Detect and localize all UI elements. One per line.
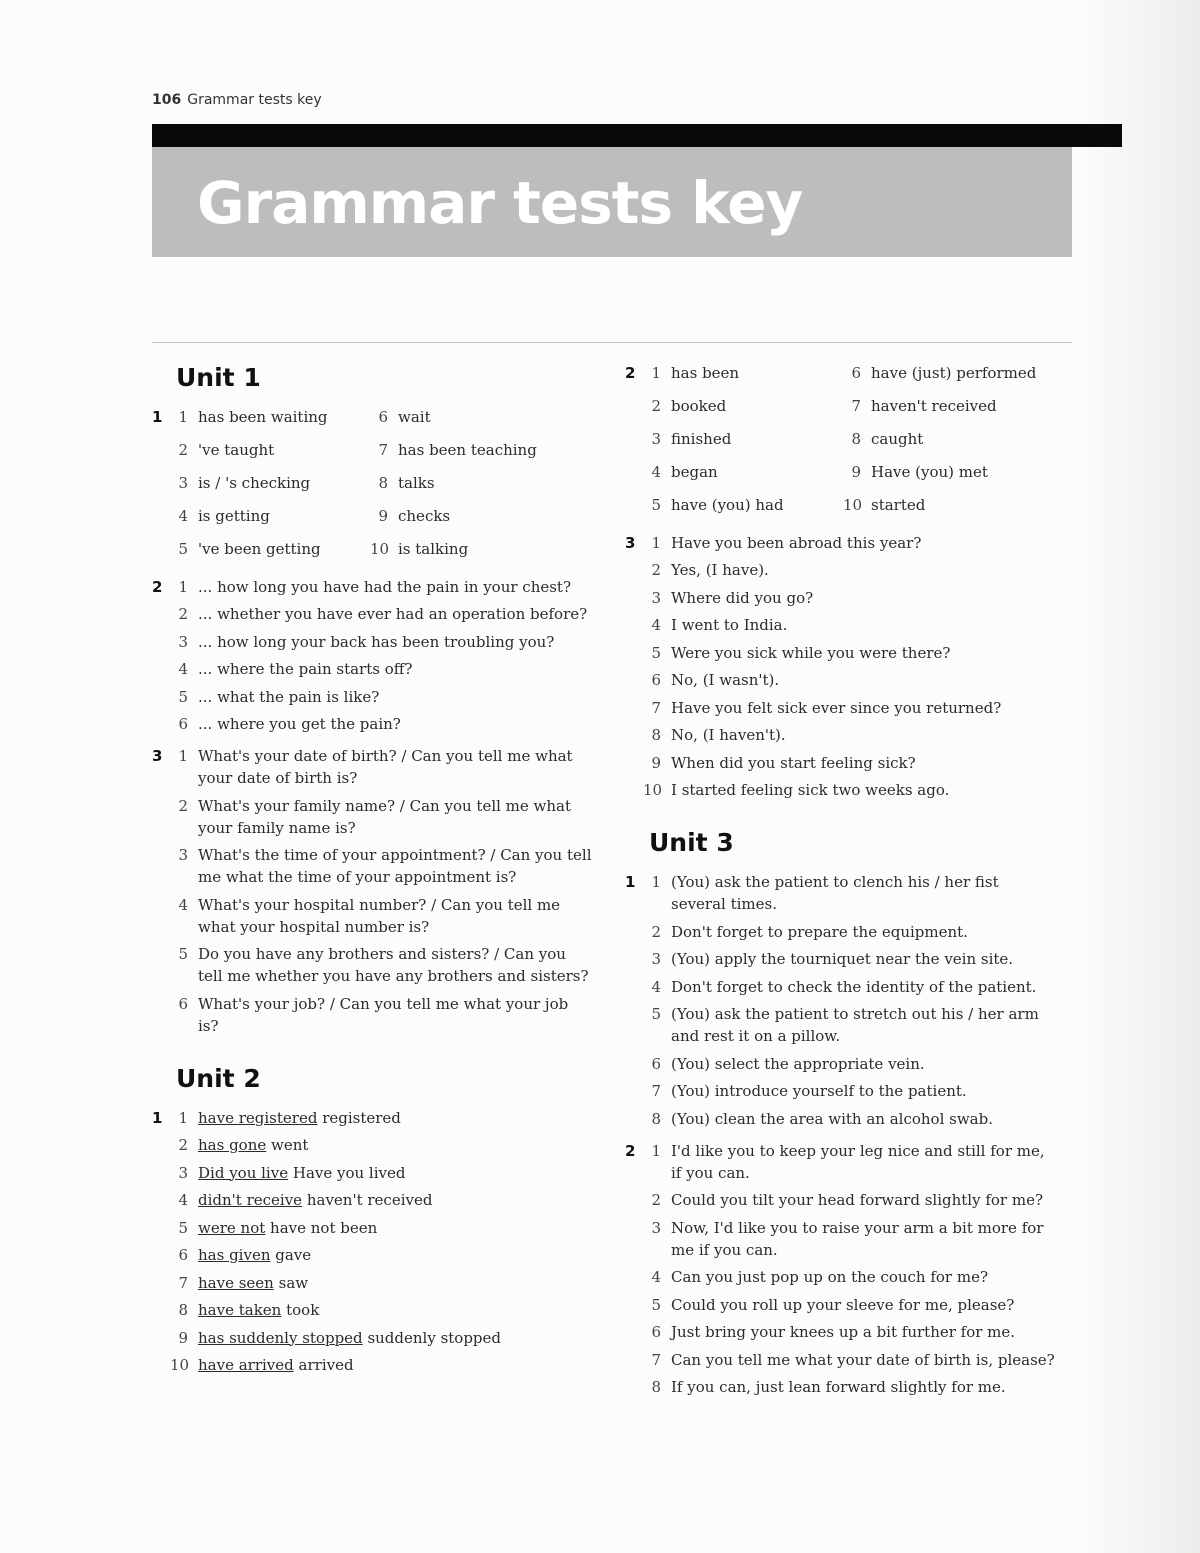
item-number: 9 — [178, 1328, 188, 1347]
unit-3-exercise-1 — [625, 871, 1055, 1130]
answer-item — [643, 532, 1055, 554]
item-text — [198, 1107, 592, 1129]
answer-item — [643, 1140, 1055, 1184]
item-number: 8 — [851, 430, 861, 448]
answer-item — [170, 1107, 592, 1129]
item-number: 2 — [178, 796, 188, 815]
title-band — [152, 147, 1072, 257]
answer-item — [643, 669, 1055, 691]
answer-item — [843, 395, 1043, 417]
answer-item — [170, 1134, 592, 1156]
running-header — [152, 92, 322, 108]
item-text: What's your family name? / Can you tell me what your family name is? — [198, 796, 572, 837]
item-text: I went to India. — [671, 616, 788, 634]
exercise-number: 1 — [152, 1108, 163, 1127]
item-number: 8 — [378, 474, 388, 492]
running-title: Grammar tests key — [187, 92, 322, 108]
answer-item — [843, 428, 1043, 450]
incorrect-form: have taken — [198, 1301, 282, 1319]
item-text: ... how long your back has been troubling you? — [198, 632, 555, 651]
item-text — [198, 1189, 592, 1211]
item-number: 5 — [651, 1005, 661, 1023]
item-number: 2 — [178, 605, 188, 623]
item-text: What's your job? / Can you tell me what your job is? — [198, 994, 569, 1035]
answer-item — [643, 1080, 1055, 1102]
right-column — [625, 362, 1055, 1408]
unit-2-exercise-2 — [625, 362, 1055, 522]
item-text: Were you sick while you were there? — [671, 643, 951, 662]
answer-item — [643, 1349, 1055, 1371]
answer-item — [170, 1299, 592, 1321]
answer-item — [170, 603, 592, 625]
answer-item — [170, 538, 370, 560]
item-text: wait — [398, 408, 431, 426]
item-text: (You) ask the patient to stretch out his / her arm and rest it on a pillow. — [671, 1005, 1039, 1045]
answer-item — [170, 1354, 592, 1376]
exercise-number: 1 — [625, 873, 636, 891]
item-text: caught — [871, 430, 924, 448]
item-number: 3 — [178, 846, 188, 864]
answer-item — [643, 1294, 1055, 1316]
item-text: Can you tell me what your date of birth is, please? — [671, 1350, 1055, 1369]
answer-item — [643, 697, 1055, 719]
item-number: 6 — [851, 364, 861, 382]
answer-item — [170, 686, 592, 708]
item-number: 3 — [651, 430, 661, 448]
correct-form: have not been — [270, 1218, 378, 1237]
item-text: ... where the pain starts off? — [198, 660, 413, 678]
item-text: 've been getting — [198, 540, 321, 558]
answer-grid — [643, 362, 1055, 522]
answer-item — [643, 1003, 1055, 1047]
correct-form: took — [286, 1301, 320, 1319]
incorrect-form: Did you live — [198, 1163, 289, 1182]
answer-item — [643, 1217, 1055, 1261]
correct-form: haven't received — [306, 1191, 433, 1209]
item-text: Don't forget to check the identity of the patient. — [671, 977, 1037, 996]
answer-list — [170, 1107, 592, 1377]
item-number: 5 — [178, 1218, 188, 1237]
item-number: 6 — [378, 408, 388, 426]
item-number: 4 — [651, 463, 661, 481]
answer-item — [170, 576, 592, 598]
item-number: 4 — [178, 660, 188, 678]
answer-item — [370, 505, 570, 527]
item-number: 5 — [178, 945, 188, 963]
answer-item — [170, 631, 592, 653]
item-number: 1 — [651, 364, 661, 382]
answer-item — [170, 1217, 592, 1239]
correct-form: Have you lived — [292, 1163, 406, 1182]
item-number: 10 — [170, 1356, 190, 1374]
answer-item — [370, 406, 570, 428]
answer-item — [643, 1266, 1055, 1288]
page-title: Grammar tests key — [197, 169, 803, 237]
item-number: 5 — [651, 1295, 661, 1314]
item-number: 4 — [178, 1191, 188, 1209]
item-text: is getting — [198, 507, 270, 525]
item-number: 7 — [851, 397, 861, 415]
item-text: ... where you get the pain? — [198, 715, 401, 733]
incorrect-form: have registered — [198, 1108, 318, 1127]
page-number: 106 — [152, 92, 182, 108]
item-number: 9 — [378, 507, 388, 525]
answer-item — [170, 658, 592, 680]
item-number: 5 — [178, 540, 188, 558]
correct-form: registered — [322, 1108, 401, 1127]
item-text: is talking — [398, 540, 469, 558]
item-text: has been waiting — [198, 408, 328, 426]
answer-item — [643, 395, 843, 417]
incorrect-form: didn't receive — [198, 1191, 303, 1209]
answer-item — [170, 993, 592, 1037]
answer-item — [643, 559, 1055, 581]
item-text: is / 's checking — [198, 474, 311, 492]
item-number: 6 — [651, 1323, 661, 1341]
answer-item — [843, 494, 1043, 516]
item-number: 10 — [843, 496, 863, 514]
item-text: I started feeling sick two weeks ago. — [671, 781, 950, 799]
answer-item — [170, 505, 370, 527]
item-number: 3 — [651, 950, 661, 968]
answer-item — [643, 1189, 1055, 1211]
answer-grid — [170, 406, 592, 566]
item-text: What's the time of your appointment? / Can you tell me what the time of your appointment is? — [198, 846, 592, 886]
item-text: What's your hospital number? / Can you tell me what your hospital number is? — [198, 895, 561, 936]
answer-list — [643, 871, 1055, 1130]
answer-item — [643, 1053, 1055, 1075]
item-number: 3 — [178, 1163, 188, 1182]
unit-2-exercise-3 — [625, 532, 1055, 802]
answer-item — [643, 614, 1055, 636]
item-text — [198, 1162, 592, 1184]
incorrect-form: has suddenly stopped — [198, 1328, 363, 1347]
item-text: Have (you) met — [871, 463, 988, 481]
item-text: Do you have any brothers and sisters? / Can you tell me whether you have any brothers and sisters? — [198, 945, 589, 985]
item-text: (You) apply the tourniquet near the vein site. — [671, 950, 1014, 968]
item-text — [198, 1272, 592, 1294]
answer-item — [170, 1327, 592, 1349]
item-text — [198, 1354, 592, 1376]
item-text: Just bring your knees up a bit further for me. — [671, 1323, 1016, 1341]
answer-item — [170, 1272, 592, 1294]
item-number: 4 — [651, 977, 661, 996]
item-number: 6 — [651, 1054, 661, 1073]
item-number: 6 — [651, 671, 661, 689]
exercise-number: 2 — [152, 577, 163, 596]
answer-list — [643, 532, 1055, 802]
answer-item — [370, 439, 570, 461]
incorrect-form: has gone — [198, 1136, 267, 1154]
exercise-number: 3 — [152, 747, 163, 765]
unit-1-exercise-1 — [152, 406, 592, 566]
answer-list — [170, 576, 592, 736]
item-text: (You) clean the area with an alcohol swab. — [671, 1109, 993, 1128]
exercise-number: 3 — [625, 533, 636, 552]
item-number: 1 — [651, 873, 661, 891]
answer-item — [170, 1244, 592, 1266]
correct-form: saw — [278, 1273, 309, 1292]
incorrect-form: has given — [198, 1246, 271, 1264]
item-text — [198, 1327, 592, 1349]
item-text: has been — [671, 364, 740, 382]
answer-item — [843, 362, 1043, 384]
section-rule — [152, 342, 1072, 343]
unit-1-heading: Unit 1 — [176, 363, 261, 392]
answer-item — [643, 362, 843, 384]
answer-item — [370, 538, 570, 560]
item-number: 4 — [651, 1268, 661, 1286]
answer-item — [170, 943, 592, 987]
item-number: 10 — [370, 540, 390, 558]
item-number: 2 — [651, 1191, 661, 1209]
answer-item — [170, 1162, 592, 1184]
header-black-bar — [152, 124, 1122, 147]
item-text: Have you been abroad this year? — [671, 533, 922, 552]
item-text: Could you tilt your head forward slightly for me? — [671, 1191, 1044, 1209]
item-text: If you can, just lean forward slightly for me. — [671, 1378, 1006, 1396]
item-number: 8 — [651, 726, 661, 744]
answer-item — [643, 724, 1055, 746]
incorrect-form: were not — [198, 1218, 266, 1237]
item-number: 1 — [178, 577, 188, 596]
answer-item — [170, 795, 592, 839]
correct-form: gave — [275, 1246, 312, 1264]
item-text: 've taught — [198, 441, 275, 459]
item-number: 1 — [651, 533, 661, 552]
item-number: 7 — [178, 1273, 188, 1292]
item-number: 1 — [651, 1141, 661, 1160]
answer-item — [643, 461, 843, 483]
exercise-number: 2 — [625, 1141, 636, 1160]
item-text: have (you) had — [671, 496, 784, 514]
item-number: 5 — [178, 687, 188, 706]
item-number: 3 — [178, 632, 188, 651]
item-number: 7 — [651, 1350, 661, 1369]
answer-item — [170, 406, 370, 428]
item-text: Where did you go? — [671, 588, 814, 607]
item-text: Have you felt sick ever since you returned? — [671, 698, 1002, 717]
correct-form: arrived — [298, 1356, 354, 1374]
incorrect-form: have seen — [198, 1273, 274, 1292]
item-number: 8 — [178, 1301, 188, 1319]
item-number: 3 — [178, 474, 188, 492]
item-number: 7 — [651, 1082, 661, 1100]
answer-list — [170, 745, 592, 1037]
answer-item — [170, 439, 370, 461]
item-number: 1 — [178, 1108, 188, 1127]
item-number: 6 — [178, 1246, 188, 1264]
answer-item — [643, 587, 1055, 609]
item-number: 10 — [643, 781, 663, 799]
item-text: Don't forget to prepare the equipment. — [671, 922, 968, 941]
item-number: 6 — [178, 994, 188, 1013]
answer-list — [643, 1140, 1055, 1399]
answer-item — [643, 1376, 1055, 1398]
exercise-number: 1 — [152, 408, 163, 426]
item-text — [198, 1244, 592, 1266]
item-text: began — [671, 463, 718, 481]
item-number: 8 — [651, 1109, 661, 1128]
unit-2-exercise-1 — [152, 1107, 592, 1377]
answer-item — [643, 948, 1055, 970]
item-text — [198, 1134, 592, 1156]
item-number: 2 — [651, 922, 661, 941]
answer-item — [643, 494, 843, 516]
item-text: When did you start feeling sick? — [671, 753, 916, 772]
item-text: (You) introduce yourself to the patient. — [671, 1082, 967, 1100]
page-edge-shadow — [1080, 0, 1200, 1553]
item-number: 2 — [651, 397, 661, 415]
item-text: checks — [398, 507, 451, 525]
item-number: 5 — [651, 643, 661, 662]
item-number: 9 — [651, 753, 661, 772]
item-text: (You) select the appropriate vein. — [671, 1054, 925, 1073]
item-text: started — [871, 496, 926, 514]
item-text — [198, 1217, 592, 1239]
incorrect-form: have arrived — [198, 1356, 294, 1374]
item-number: 2 — [178, 441, 188, 459]
item-number: 6 — [178, 715, 188, 733]
item-number: 3 — [651, 588, 661, 607]
item-text: has been teaching — [398, 441, 537, 459]
answer-item — [643, 1108, 1055, 1130]
exercise-number: 2 — [625, 364, 636, 382]
correct-form: went — [271, 1136, 309, 1154]
item-number: 7 — [651, 698, 661, 717]
item-text: (You) ask the patient to clench his / her fist several times. — [671, 873, 999, 913]
unit-1-exercise-2 — [152, 576, 592, 736]
item-number: 9 — [851, 463, 861, 481]
item-text: Now, I'd like you to raise your arm a bit more for me if you can. — [671, 1218, 1044, 1259]
item-number: 2 — [651, 561, 661, 579]
answer-item — [643, 752, 1055, 774]
answer-item — [643, 428, 843, 450]
answer-item — [643, 871, 1055, 915]
answer-item — [643, 642, 1055, 664]
item-text: ... what the pain is like? — [198, 687, 380, 706]
answer-item — [370, 472, 570, 494]
item-text — [198, 1299, 592, 1321]
item-text: finished — [671, 430, 732, 448]
item-text: ... how long you have had the pain in your chest? — [198, 577, 572, 596]
answer-item — [170, 1189, 592, 1211]
item-text: I'd like you to keep your leg nice and still for me, if you can. — [671, 1141, 1045, 1182]
answer-item — [170, 713, 592, 735]
item-number: 8 — [651, 1378, 661, 1396]
item-text: Yes, (I have). — [671, 561, 769, 579]
answer-item — [643, 976, 1055, 998]
item-text: No, (I haven't). — [671, 726, 786, 744]
answer-item — [170, 894, 592, 938]
correct-form: suddenly stopped — [367, 1328, 502, 1347]
answer-item — [643, 779, 1055, 801]
answer-item — [170, 745, 592, 789]
answer-item — [643, 921, 1055, 943]
item-text: have (just) performed — [871, 364, 1037, 382]
unit-2-heading: Unit 2 — [176, 1063, 261, 1093]
answer-item — [170, 844, 592, 888]
unit-3-heading: Unit 3 — [649, 828, 734, 857]
item-text: talks — [398, 474, 435, 492]
item-number: 4 — [651, 616, 661, 634]
item-number: 2 — [178, 1136, 188, 1154]
item-text: booked — [671, 397, 727, 415]
item-text: Can you just pop up on the couch for me? — [671, 1268, 988, 1286]
left-column — [152, 362, 592, 1386]
item-number: 3 — [651, 1218, 661, 1237]
item-text: haven't received — [871, 397, 997, 415]
item-number: 4 — [178, 895, 188, 914]
item-number: 4 — [178, 507, 188, 525]
item-number: 1 — [178, 408, 188, 426]
unit-1-exercise-3 — [152, 745, 592, 1037]
item-text: No, (I wasn't). — [671, 671, 780, 689]
answer-item — [843, 461, 1043, 483]
item-text: What's your date of birth? / Can you tell me what your date of birth is? — [198, 747, 573, 787]
answer-item — [170, 472, 370, 494]
item-text: Could you roll up your sleeve for me, please? — [671, 1295, 1015, 1314]
item-number: 1 — [178, 747, 188, 765]
item-number: 7 — [378, 441, 388, 459]
unit-3-exercise-2 — [625, 1140, 1055, 1399]
item-text: ... whether you have ever had an operation before? — [198, 605, 588, 623]
answer-item — [643, 1321, 1055, 1343]
item-number: 5 — [651, 496, 661, 514]
